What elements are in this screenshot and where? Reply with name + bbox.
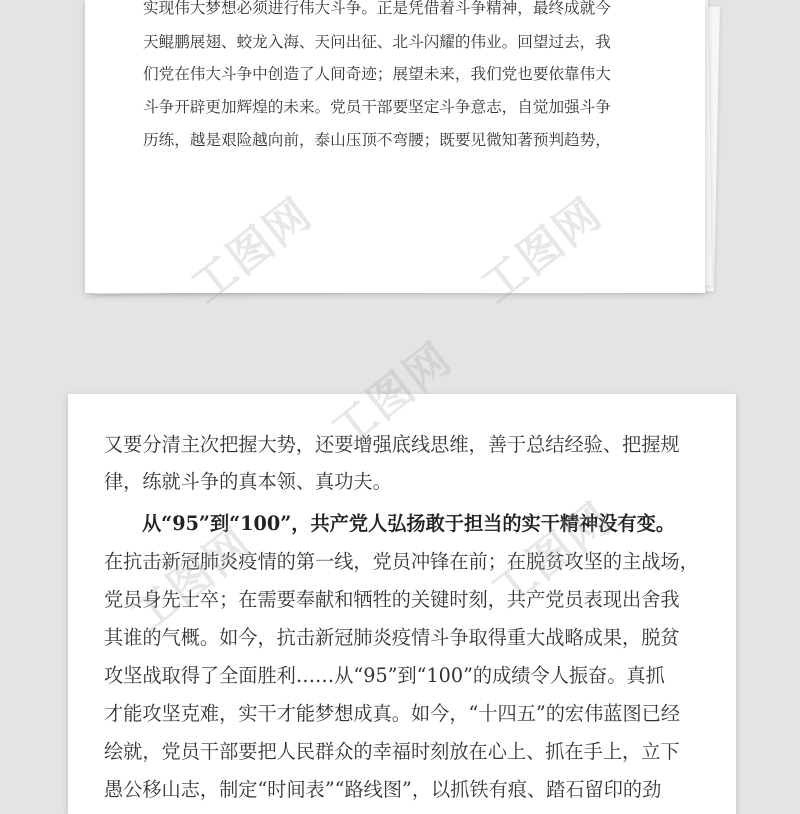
bottom-page-line: 才能攻坚克难，实干才能梦想成真。如今，“十四五”的宏伟蓝图已经 (104, 702, 681, 725)
bottom-page-line: 又要分清主次把握大势，还要增强底线思维，善于总结经验、把握规 (104, 433, 680, 456)
bottom-page-line: 其谁的气概。如今，抗击新冠肺炎疫情斗争取得重大战略成果，脱贫 (104, 626, 680, 649)
top-page-line: 天鲲鹏展翅、蛟龙入海、天问出征、北斗闪耀的伟业。回望过去，我 (143, 33, 611, 51)
bottom-page-line: 在抗击新冠肺炎疫情的第一线，党员冲锋在前；在脱贫攻坚的主战场， (104, 550, 699, 573)
bottom-page-line: 党员身先士卒；在需要奉献和牺牲的关键时刻，共产党员表现出舍我 (104, 588, 680, 611)
top-page-line: 实现伟大梦想必须进行伟大斗争。正是凭借着斗争精神，最终成就今 (143, 0, 611, 17)
top-page-line: 们党在伟大斗争中创造了人间奇迹；展望未来，我们党也要依靠伟大 (143, 65, 611, 83)
bottom-page-line: 愚公移山志，制定“时间表”“路线图”，以抓铁有痕、踏石留印的劲 (104, 778, 662, 801)
bottom-page-line: 绘就，党员干部要把人民群众的幸福时刻放在心上、抓在手上，立下 (104, 740, 680, 763)
watermark-text: 工图网 (181, 187, 322, 314)
top-page-line: 历练，越是艰险越向前，泰山压顶不弯腰；既要见微知著预判趋势， (143, 131, 611, 149)
bottom-page-line: 律，练就斗争的真本领、真功夫。 (104, 470, 392, 493)
watermark-text: 工图网 (321, 332, 462, 459)
top-page (85, 0, 705, 293)
bottom-page (68, 394, 736, 814)
watermark-text: 工图网 (121, 517, 262, 644)
watermark-text: 工图网 (471, 187, 612, 314)
top-page-line: 斗争开辟更加辉煌的未来。党员干部要坚定斗争意志，自觉加强斗争 (143, 98, 611, 116)
bottom-page-heading-line: 从“95”到“100”，共产党人弘扬敢于担当的实干精神没有变。 (142, 512, 676, 535)
watermark-text: 工图网 (481, 492, 622, 619)
bottom-page-line: 攻坚战取得了全面胜利……从“95”到“100”的成绩令人振奋。真抓 (104, 664, 665, 687)
